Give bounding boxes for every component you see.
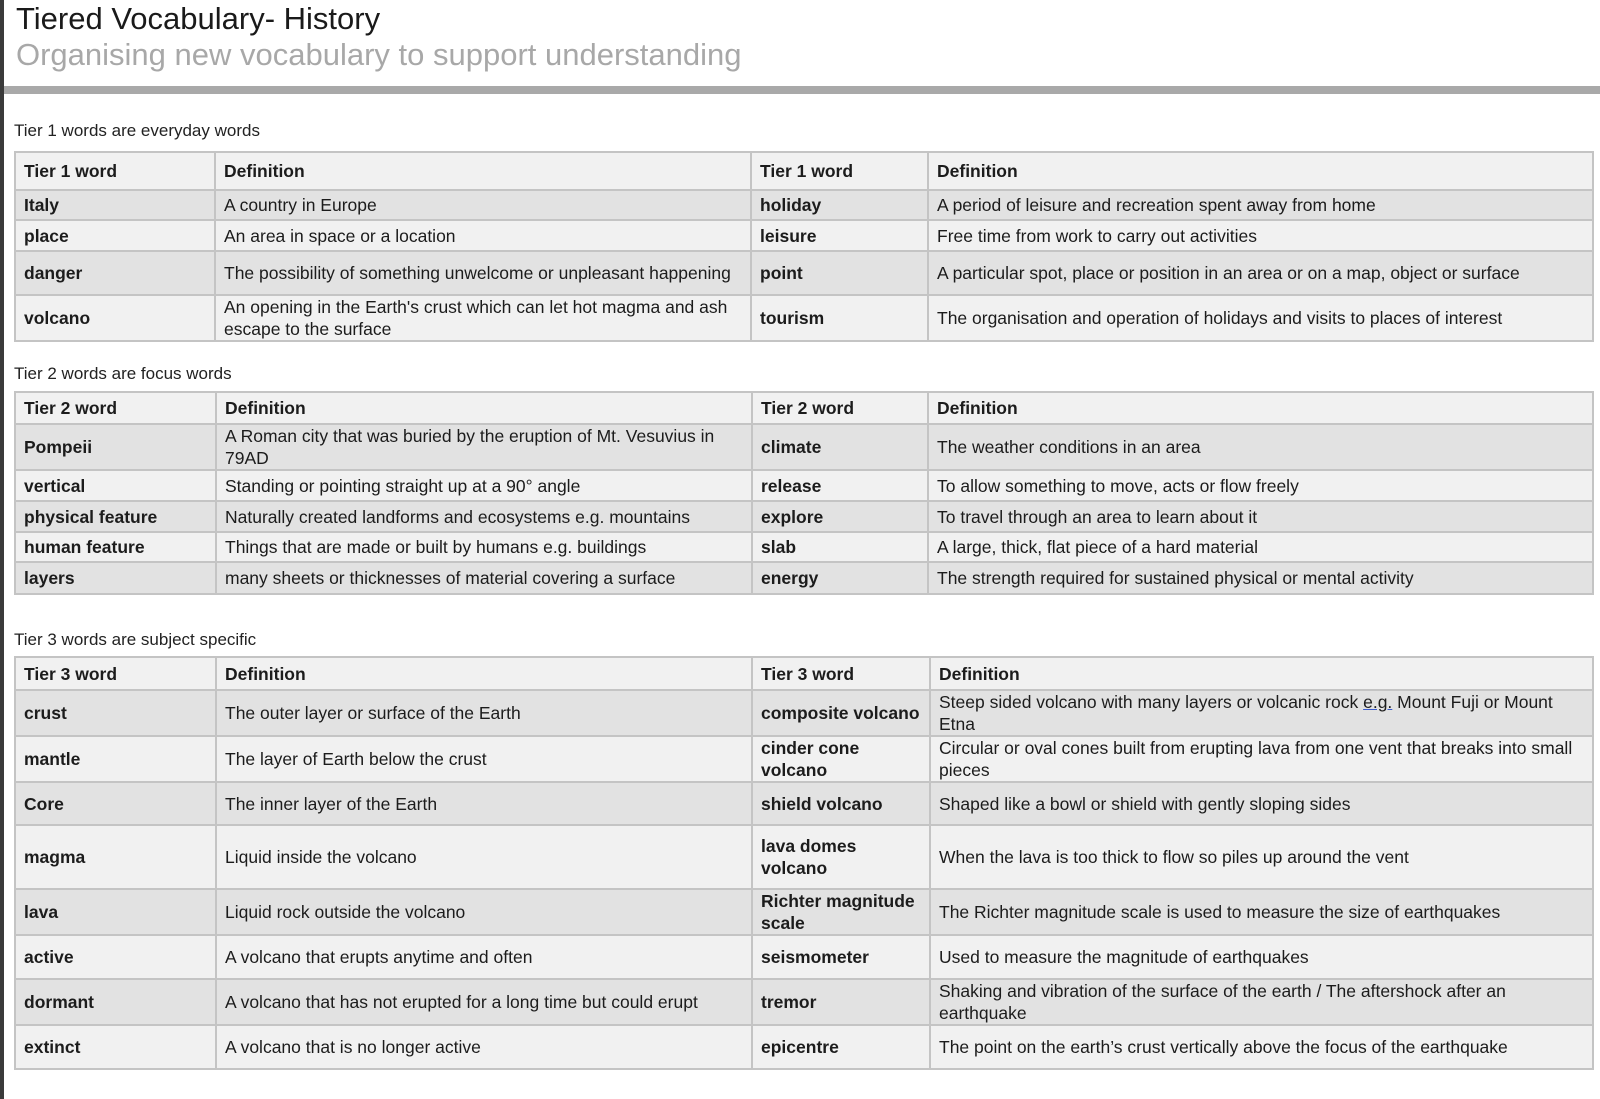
vocab-word: shield volcano xyxy=(752,782,930,825)
vocab-definition: Circular or oval cones built from erupting lava from one vent that breaks into small pieces xyxy=(930,736,1593,782)
table-header-row xyxy=(15,152,1593,190)
vocab-word: Pompeii xyxy=(15,424,216,470)
vocab-definition: To allow something to move, acts or flow freely xyxy=(928,470,1593,501)
eg-abbreviation: e.g. xyxy=(1363,692,1393,712)
vocab-definition: A volcano that erupts anytime and often xyxy=(216,935,752,979)
vocab-word: volcano xyxy=(15,295,215,341)
tier2-caption: Tier 2 words are focus words xyxy=(14,364,232,383)
column-header: Tier 1 word xyxy=(751,152,928,190)
vocab-definition: The point on the earth’s crust vertically above the focus of the earthquake xyxy=(930,1025,1593,1069)
column-header: Definition xyxy=(928,392,1593,424)
vocab-word: mantle xyxy=(15,736,216,782)
column-header: Definition xyxy=(216,392,752,424)
column-header: Tier 3 word xyxy=(15,657,216,690)
vocab-word: tremor xyxy=(752,979,930,1025)
vocab-word: Core xyxy=(15,782,216,825)
vocab-word: cinder cone volcano xyxy=(752,736,930,782)
vocab-definition: Free time from work to carry out activities xyxy=(928,220,1593,251)
table-row xyxy=(15,979,1593,1025)
vocab-word: Italy xyxy=(15,190,215,220)
column-header: Tier 2 word xyxy=(752,392,928,424)
vocab-definition: A volcano that has not erupted for a long time but could erupt xyxy=(216,979,752,1025)
vocab-definition: A volcano that is no longer active xyxy=(216,1025,752,1069)
definition-text: Mount Fuji or Mount Etna xyxy=(939,692,1553,734)
table-row xyxy=(15,501,1593,532)
vocab-word: lava domes volcano xyxy=(752,825,930,889)
vocab-definition: many sheets or thicknesses of material covering a surface xyxy=(216,562,752,594)
vocab-word: point xyxy=(751,251,928,295)
table-row xyxy=(15,935,1593,979)
vocab-word: climate xyxy=(752,424,928,470)
vocab-definition: Shaped like a bowl or shield with gently sloping sides xyxy=(930,782,1593,825)
vocab-definition: A large, thick, flat piece of a hard material xyxy=(928,532,1593,562)
table-row xyxy=(15,470,1593,501)
vocab-word: crust xyxy=(15,690,216,736)
vocab-word: lava xyxy=(15,889,216,935)
table-row xyxy=(15,251,1593,295)
vocab-word: danger xyxy=(15,251,215,295)
column-header: Definition xyxy=(928,152,1593,190)
vocab-definition: A Roman city that was buried by the eruption of Mt. Vesuvius in 79AD xyxy=(216,424,752,470)
column-header: Tier 1 word xyxy=(15,152,215,190)
vocab-word: release xyxy=(752,470,928,501)
vocab-word: active xyxy=(15,935,216,979)
vocab-definition: When the lava is too thick to flow so piles up around the vent xyxy=(930,825,1593,889)
table-row xyxy=(15,190,1593,220)
header-divider xyxy=(4,86,1600,94)
vocab-definition: A period of leisure and recreation spent away from home xyxy=(928,190,1593,220)
vocab-definition: An area in space or a location xyxy=(215,220,751,251)
vocab-definition: Naturally created landforms and ecosystems e.g. mountains xyxy=(216,501,752,532)
vocab-word: leisure xyxy=(751,220,928,251)
tier3-caption: Tier 3 words are subject specific xyxy=(14,630,257,649)
page-title: Tiered Vocabulary- History xyxy=(16,1,381,36)
vocab-word: slab xyxy=(752,532,928,562)
vocab-word: extinct xyxy=(15,1025,216,1069)
vocab-word: vertical xyxy=(15,470,216,501)
table-row xyxy=(15,690,1593,736)
vocab-word: Richter magnitude scale xyxy=(752,889,930,935)
vocab-definition: Liquid rock outside the volcano xyxy=(216,889,752,935)
vocab-definition: Standing or pointing straight up at a 90° angle xyxy=(216,470,752,501)
vocab-word: energy xyxy=(752,562,928,594)
table-row xyxy=(15,532,1593,562)
table-row xyxy=(15,220,1593,251)
vocab-definition: The inner layer of the Earth xyxy=(216,782,752,825)
left-border-rail xyxy=(0,0,4,1099)
vocab-definition: The strength required for sustained physical or mental activity xyxy=(928,562,1593,594)
tier1-caption: Tier 1 words are everyday words xyxy=(14,121,260,140)
column-header: Tier 2 word xyxy=(15,392,216,424)
vocab-definition: A particular spot, place or position in an area or on a map, object or surface xyxy=(928,251,1593,295)
vocab-definition: The layer of Earth below the crust xyxy=(216,736,752,782)
vocab-word: dormant xyxy=(15,979,216,1025)
vocab-definition: The possibility of something unwelcome or unpleasant happening xyxy=(215,251,751,295)
vocab-definition: The Richter magnitude scale is used to measure the size of earthquakes xyxy=(930,889,1593,935)
tier2-table xyxy=(14,391,1594,595)
vocab-definition: Shaking and vibration of the surface of the earth / The aftershock after an earthquake xyxy=(930,979,1593,1025)
vocab-word: place xyxy=(15,220,215,251)
page-subtitle: Organising new vocabulary to support understanding xyxy=(16,37,742,72)
vocab-definition: The outer layer or surface of the Earth xyxy=(216,690,752,736)
definition-text: Steep sided volcano with many layers or volcanic rock xyxy=(939,692,1364,712)
tier1-table xyxy=(14,151,1594,342)
table-header-row xyxy=(15,657,1593,690)
vocab-word: magma xyxy=(15,825,216,889)
table-row xyxy=(15,889,1593,935)
vocab-definition: Liquid inside the volcano xyxy=(216,825,752,889)
vocab-definition: The weather conditions in an area xyxy=(928,424,1593,470)
vocab-word: holiday xyxy=(751,190,928,220)
column-header: Definition xyxy=(216,657,752,690)
vocab-word: human feature xyxy=(15,532,216,562)
table-header-row xyxy=(15,392,1593,424)
vocab-definition: The organisation and operation of holidays and visits to places of interest xyxy=(928,295,1593,341)
column-header: Definition xyxy=(215,152,751,190)
vocab-word: explore xyxy=(752,501,928,532)
table-row xyxy=(15,782,1593,825)
vocab-word: tourism xyxy=(751,295,928,341)
vocab-word: physical feature xyxy=(15,501,216,532)
vocab-word: epicentre xyxy=(752,1025,930,1069)
table-row xyxy=(15,825,1593,889)
vocab-definition: A country in Europe xyxy=(215,190,751,220)
vocab-definition: An opening in the Earth's crust which can let hot magma and ash escape to the surface xyxy=(215,295,751,341)
column-header: Tier 3 word xyxy=(752,657,930,690)
vocab-word: composite volcano xyxy=(752,690,930,736)
vocab-definition: To travel through an area to learn about it xyxy=(928,501,1593,532)
vocab-word: seismometer xyxy=(752,935,930,979)
table-row xyxy=(15,295,1593,341)
column-header: Definition xyxy=(930,657,1593,690)
vocab-definition xyxy=(930,690,1593,736)
vocab-word: layers xyxy=(15,562,216,594)
tier3-table xyxy=(14,656,1594,1070)
table-row xyxy=(15,1025,1593,1069)
table-row xyxy=(15,562,1593,594)
table-row xyxy=(15,736,1593,782)
table-row xyxy=(15,424,1593,470)
vocab-definition: Used to measure the magnitude of earthquakes xyxy=(930,935,1593,979)
vocab-definition: Things that are made or built by humans e.g. buildings xyxy=(216,532,752,562)
